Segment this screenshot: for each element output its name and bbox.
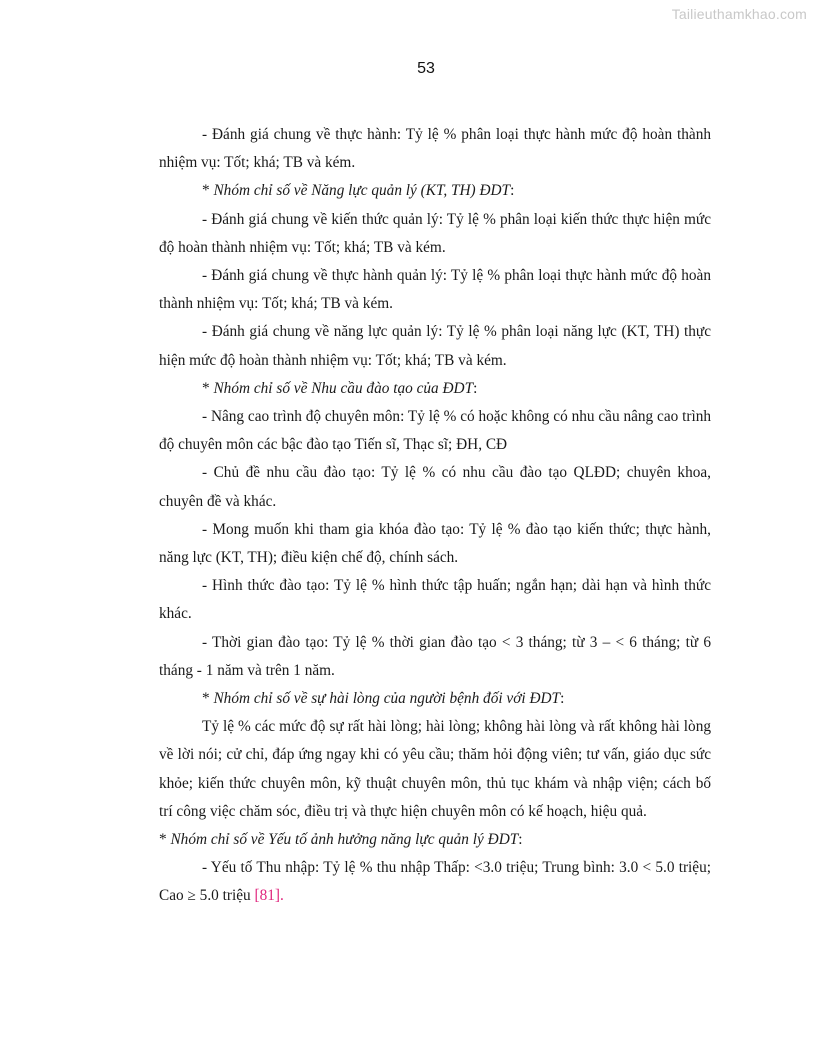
heading-text: Nhóm chỉ số về sự hài lòng của người bệnh đối với ĐDT	[213, 690, 561, 708]
heading-colon: :	[518, 831, 523, 849]
paragraph: - Nâng cao trình độ chuyên môn: Tỷ lệ % có hoặc không có nhu cầu nâng cao trình độ chuyên môn các bậc đào tạo Tiến sĩ, Thạc sĩ; ĐH, CĐ	[159, 408, 711, 454]
paragraph: Tỷ lệ % các mức độ sự rất hài lòng; hài lòng; không hài lòng và rất không hài lòng về lời nói; cử chỉ, đáp ứng ngay khi có yêu cầu; thăm hỏi động viên; tư vấn, giáo dục sức khỏe; kiến thức chuyên môn, kỹ thuật chuyên môn, thủ tục khám và nhập viện; cách bố trí công việc chăm sóc, điều trị và thực hiện chuyên môn có kế hoạch, hiệu quả.	[159, 718, 711, 820]
page-number: 53	[417, 60, 435, 77]
paragraph: - Hình thức đào tạo: Tỷ lệ % hình thức tập huấn; ngắn hạn; dài hạn và hình thức khác.	[159, 577, 711, 623]
bullet-star: *	[202, 182, 214, 200]
watermark: Tailieuthamkhao.com	[671, 6, 807, 22]
reference-period: .	[280, 887, 284, 905]
paragraph: - Đánh giá chung về thực hành: Tỷ lệ % phân loại thực hành mức độ hoàn thành nhiệm vụ: Tốt; khá; TB và kém.	[159, 126, 711, 172]
heading-colon: :	[473, 379, 478, 397]
paragraph: - Đánh giá chung về thực hành quản lý: Tỷ lệ % phân loại thực hành mức độ hoàn thành nhiệm vụ: Tốt; khá; TB và kém.	[159, 267, 711, 313]
paragraph: - Đánh giá chung về năng lực quản lý: Tỷ lệ % phân loại năng lực (KT, TH) thực hiện mức độ hoàn thành nhiệm vụ: Tốt; khá; TB và kém.	[159, 323, 711, 369]
heading-colon: :	[510, 182, 515, 200]
bullet-star: *	[159, 831, 171, 849]
paragraph: - Mong muốn khi tham gia khóa đào tạo: Tỷ lệ % đào tạo kiến thức; thực hành, năng lực (KT, TH); điều kiện chế độ, chính sách.	[159, 520, 711, 567]
heading-colon: :	[560, 690, 565, 708]
heading-text: Nhóm chỉ số về Năng lực quản lý (KT, TH) ĐDT	[213, 182, 511, 200]
reference-link[interactable]: [81]	[254, 887, 280, 905]
bullet-star: *	[202, 690, 214, 708]
paragraph	[159, 854, 711, 910]
paragraph: - Thời gian đào tạo: Tỷ lệ % thời gian đào tạo < 3 tháng; từ 3 – < 6 tháng; từ 6 tháng - 1 năm và trên 1 năm.	[159, 633, 711, 679]
section-heading	[159, 685, 711, 713]
section-heading	[159, 826, 711, 854]
section-heading	[159, 375, 711, 403]
paragraph: - Đánh giá chung về kiến thức quản lý: Tỷ lệ % phân loại kiến thức thực hiện mức độ hoàn thành nhiệm vụ: Tốt; khá; TB và kém.	[159, 210, 711, 256]
document-body	[159, 121, 711, 911]
bullet-star: *	[202, 379, 214, 397]
paragraph: - Chủ đề nhu cầu đào tạo: Tỷ lệ % có nhu cầu đào tạo QLĐD; chuyên khoa, chuyên đề và khác.	[159, 464, 711, 510]
heading-text: Nhóm chỉ số về Nhu cầu đào tạo của ĐDT	[213, 379, 474, 397]
heading-text: Nhóm chỉ số về Yếu tố ảnh hưởng năng lực quản lý ĐDT	[170, 831, 519, 849]
section-heading	[159, 177, 711, 205]
paragraph-text: - Yếu tố Thu nhập: Tỷ lệ % thu nhập Thấp: <3.0 triệu; Trung bình: 3.0 < 5.0 triệu; Cao ≥ 5.0 triệu	[159, 859, 711, 905]
